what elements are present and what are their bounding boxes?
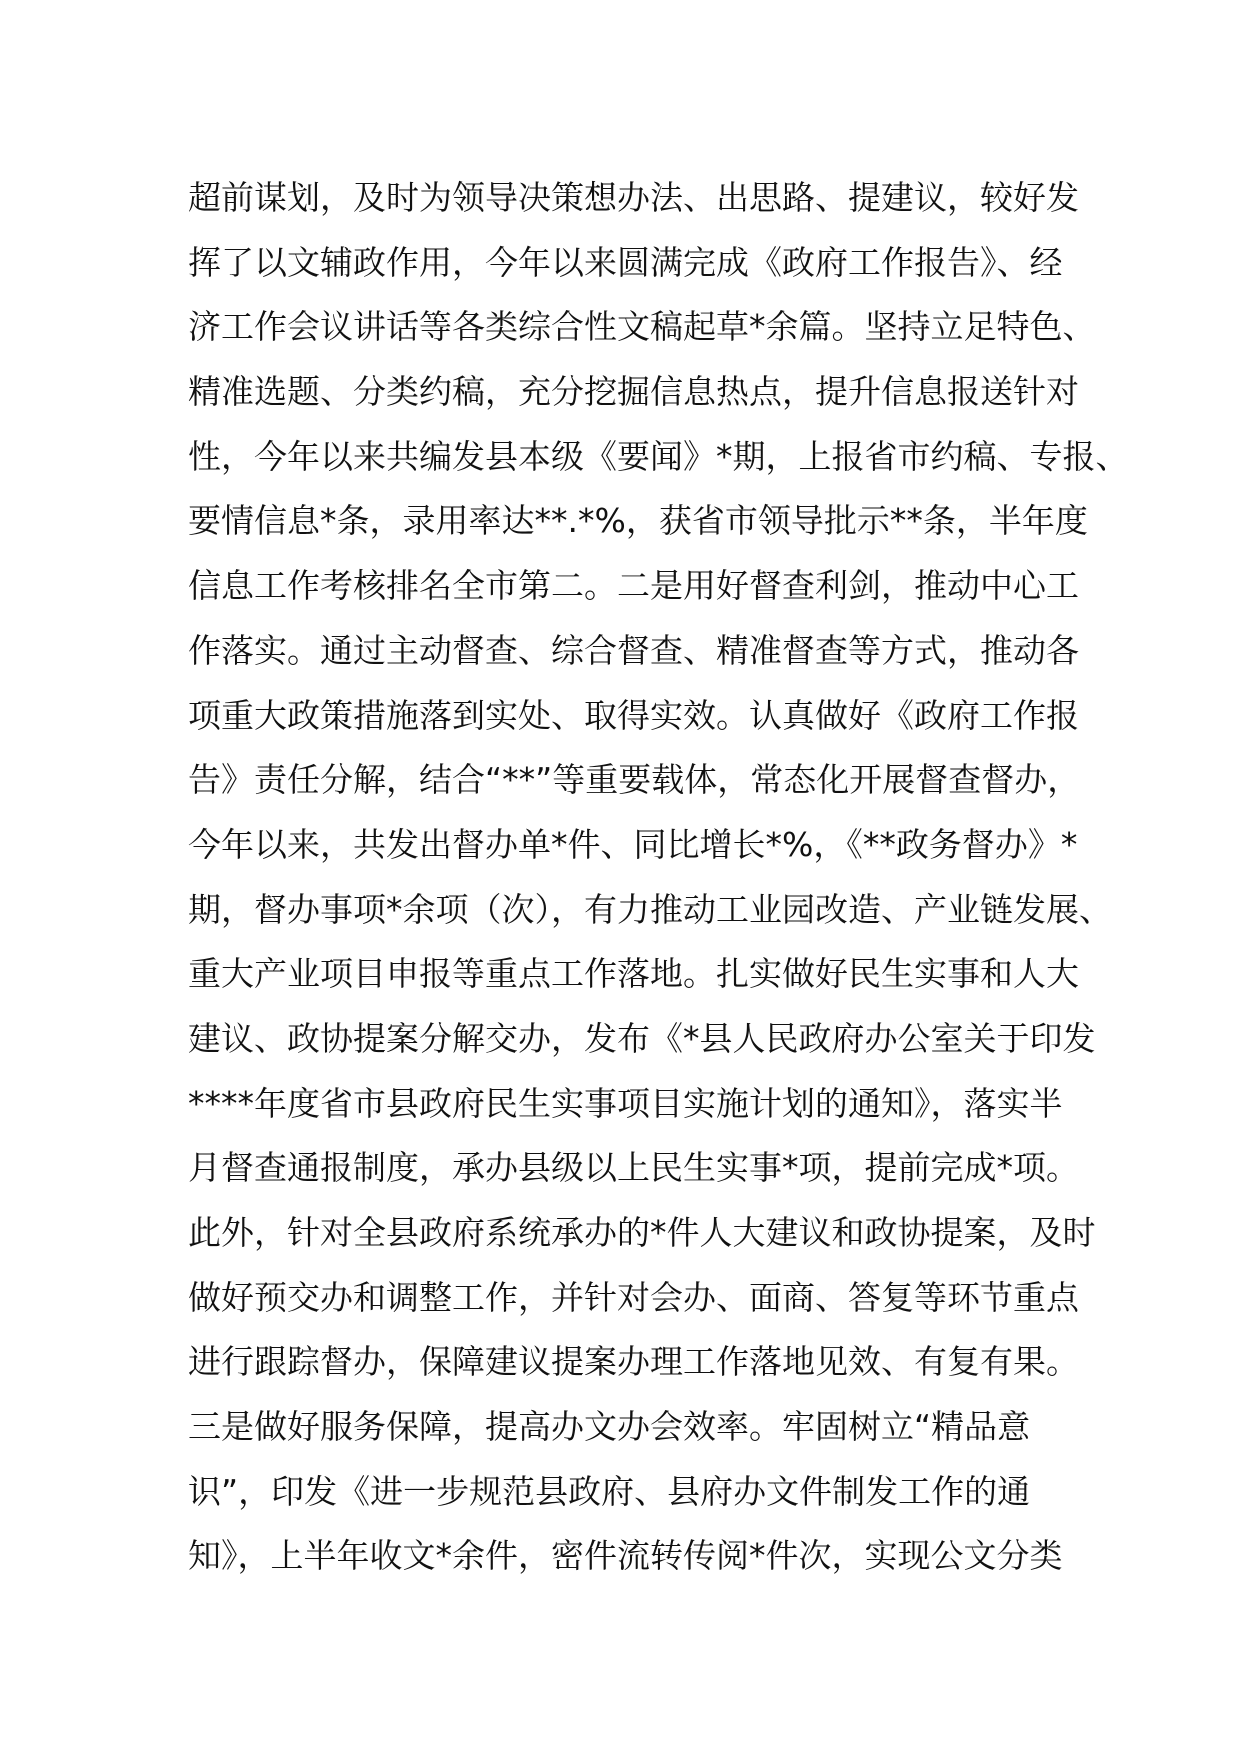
text-line: 月督查通报制度，承办县级以上民生实事*项，提前完成*项。: [188, 1148, 1079, 1188]
text-line: 作落实。通过主动督查、综合督查、精准督查等方式，推动各: [188, 630, 1079, 670]
text-line: 知》，上半年收文*余件，密件流转传阅*件次，实现公文分类: [188, 1536, 1063, 1576]
text-line: 性，今年以来共编发县本级《要闻》*期，上报省市约稿、专报、: [188, 436, 1129, 476]
text-line: 重大产业项目申报等重点工作落地。扎实做好民生实事和人大: [188, 954, 1079, 994]
text-line: 此外，针对全县政府系统承办的*件人大建议和政协提案，及时: [188, 1213, 1096, 1252]
text-line: 要情信息*条，录用率达**.*%，获省市领导批示**条，半年度: [188, 501, 1088, 541]
text-line: 建议、政协提案分解交办，发布《*县人民政府办公室关于印发: [188, 1018, 1096, 1058]
text-line: 识”，印发《进一步规范县政府、县府办文件制发工作的通: [188, 1471, 1031, 1511]
text-line: 信息工作考核排名全市第二。二是用好督查利剑，推动中心工: [188, 566, 1079, 606]
text-line: 做好预交办和调整工作，并针对会办、面商、答复等环节重点: [188, 1277, 1079, 1317]
text-line: 超前谋划，及时为领导决策想办法、出思路、提建议，较好发: [188, 178, 1079, 217]
text-line: 今年以来，共发出督办单*件、同比增长*%，《**政务督办》*: [188, 824, 1078, 864]
text-line: 挥了以文辅政作用，今年以来圆满完成《政府工作报告》、经: [188, 242, 1063, 282]
text-line: 济工作会议讲话等各类综合性文稿起草*余篇。坚持立足特色、: [188, 307, 1096, 347]
text-line: ****年度省市县政府民生实事项目实施计划的通知》，落实半: [188, 1083, 1063, 1123]
text-line: 期，督办事项*余项（次），有力推动工业园改造、产业链发展、: [188, 889, 1112, 929]
text-line: 进行跟踪督办，保障建议提案办理工作落地见效、有复有果。: [188, 1342, 1079, 1382]
text-line: 告》责任分解，结合“**”等重要载体，常态化开展督查督办，: [188, 760, 1081, 800]
body-text: [188, 166, 1129, 1589]
text-line: 三是做好服务保障，提高办文办会效率。牢固树立“精品意: [188, 1407, 1031, 1447]
text-line: 项重大政策措施落到实处、取得实效。认真做好《政府工作报: [188, 695, 1079, 735]
text-line: 精准选题、分类约稿，充分挖掘信息热点，提升信息报送针对: [188, 372, 1079, 412]
